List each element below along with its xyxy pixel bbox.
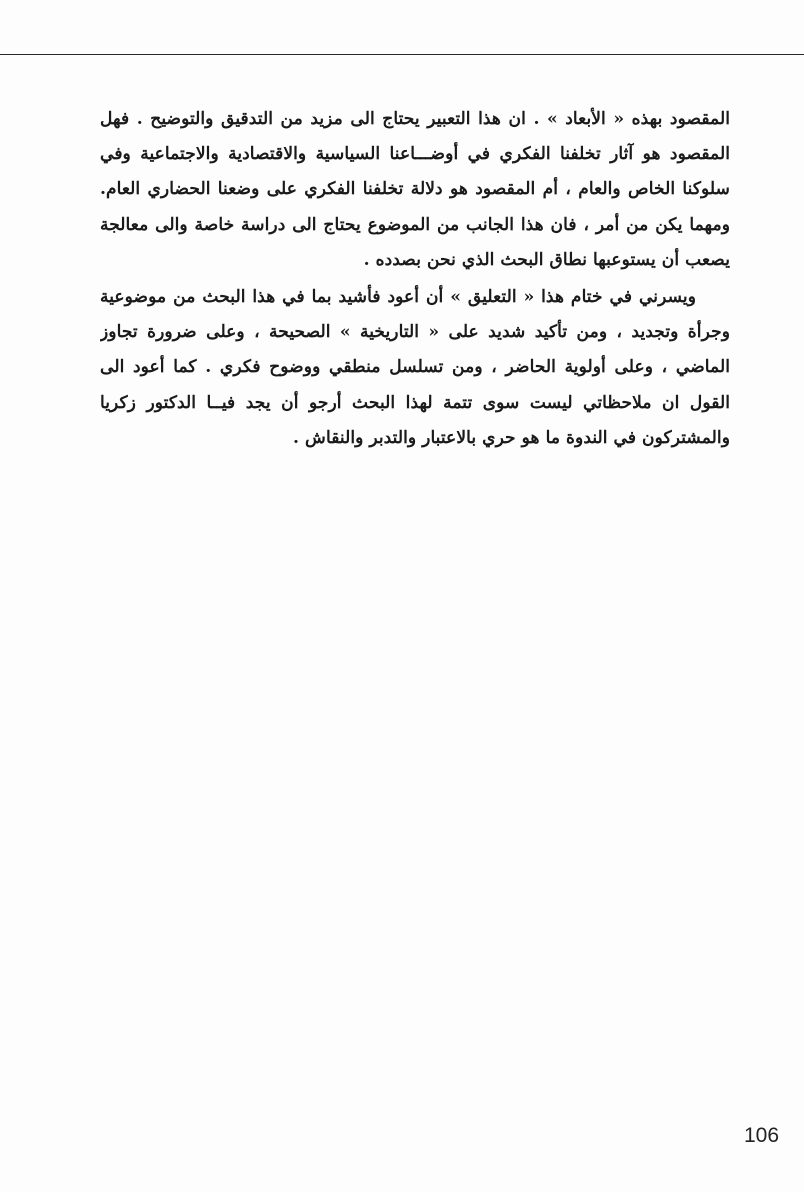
text-line: المقصود هو آثار تخلفنا الفكري في أوضـــاعنا السياسية والاقتصادية والاجتماعية وفي	[100, 144, 730, 165]
text-line: الماضي ، وعلى أولوية الحاضر ، ومن تسلسل منطقي ووضوح فكري . كما أعود الى	[100, 357, 730, 378]
text-line: ويسرني في ختام هذا « التعليق » أن أعود فأشيد بما في هذا البحث من موضوعية	[100, 287, 696, 308]
body-text	[100, 102, 730, 456]
text-line: والمشتركون في الندوة ما هو حري بالاعتبار والتدبر والنقاش .	[293, 427, 730, 448]
header-rule	[0, 54, 804, 55]
text-line: القول ان ملاحظاتي ليست سوى تتمة لهذا البحث أرجو أن يجد فيــا الدكتور زكريا	[100, 392, 730, 413]
page-number: 106	[744, 1124, 780, 1147]
text-line: المقصود بهذه « الأبعاد » . ان هذا التعبير يحتاج الى مزيد من التدقيق والتوضيح . فهل	[100, 109, 730, 129]
text-line: ومهما يكن من أمر ، فان هذا الجانب من الموضوع يحتاج الى دراسة خاصة والى معالجة	[100, 214, 730, 235]
paragraph-1	[100, 102, 730, 278]
paragraph-2	[100, 280, 730, 456]
text-line: يصعب أن يستوعبها نطاق البحث الذي نحن بصدده .	[363, 249, 730, 270]
text-line: وجرأة وتجديد ، ومن تأكيد شديد على « التاريخية » الصحيحة ، وعلى ضرورة تجاوز	[100, 322, 730, 343]
text-line: سلوكنا الخاص والعام ، أم المقصود هو دلالة تخلفنا الفكري على وضعنا الحضاري العام.	[100, 179, 730, 200]
